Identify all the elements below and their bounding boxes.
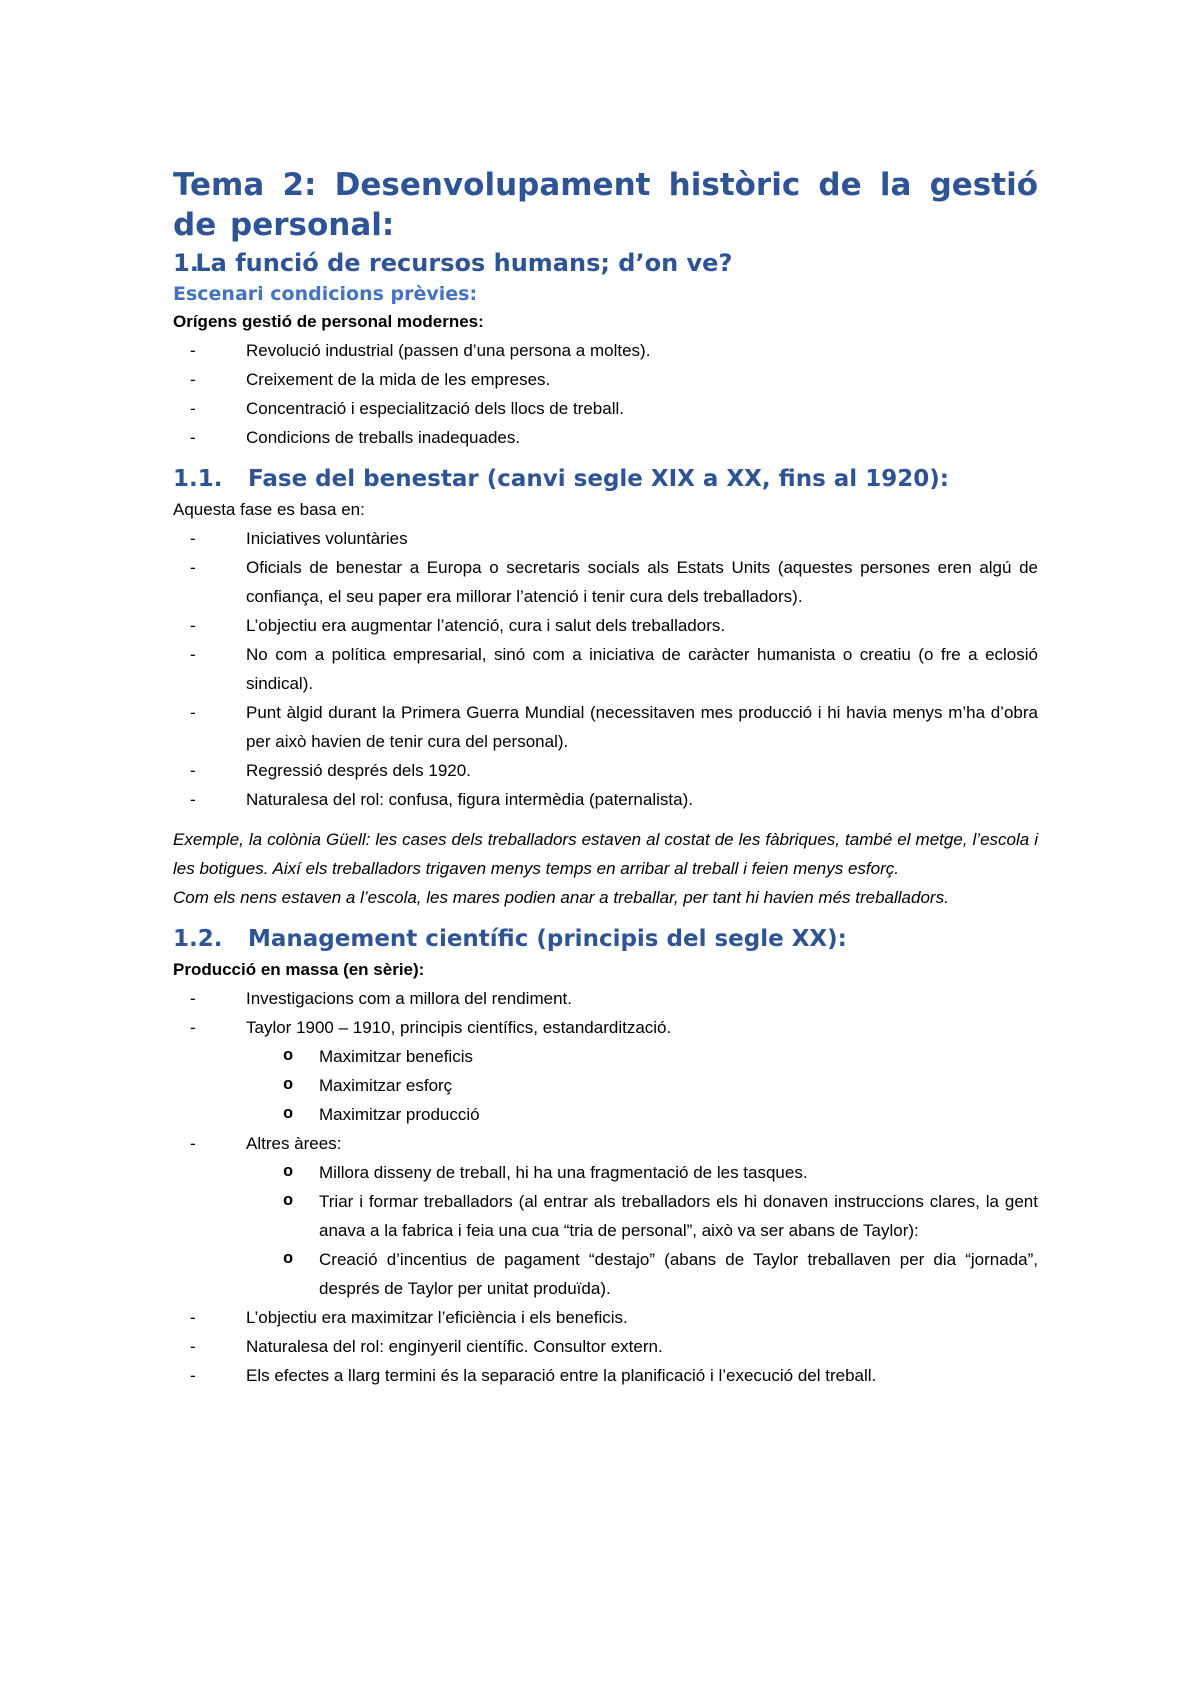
example-mothers: Com els nens estaven a l’escola, les mares podien anar a treballar, per tant hi havien més treballadors. [173,888,949,907]
origins-list [173,336,1038,452]
dash-marker: - [190,341,196,360]
list-item: - Oficials de benestar a Europa o secretaris socials als Estats Units (aquestes persones eren algú de confiança, el seu paper era millorar l’atenció i tenir cura dels treballadors). [173,553,1038,611]
dash-marker: - [190,989,196,1008]
sublist-item: o Millora disseny de treball, hi ha una fragmentació de les tasques. [246,1158,1038,1187]
sublist-item: o Maximitzar producció [246,1100,1038,1129]
heading-1-text: La funció de recursos humans; d’on ve? [195,249,733,277]
heading-1-number: 1. [173,249,199,277]
section-title: Management científic (principis del segle XX): [248,926,847,952]
sublist-item: o Creació d’incentius de pagament “destajo” (abans de Taylor treballaven per dia “jornada”, després de Taylor per unitat produïda). [246,1245,1038,1303]
dash-marker: - [190,529,196,548]
list-item: - Investigacions com a millora del rendiment. [173,984,1038,1013]
circle-bullet: o [283,1163,294,1182]
origins-label: Orígens gestió de personal modernes: [173,312,484,331]
circle-bullet: o [283,1076,294,1095]
section-1-2-heading [173,923,1038,955]
sublist-item: o Triar i formar treballadors (al entrar als treballadors els hi donaven instruccions clares, la gent anava a la fabrica i feia una cua “tria de personal”, això va ser abans de Taylor): [246,1187,1038,1245]
list-item: - Altres àrees: o Millora disseny de treball, hi ha una fragmentació de les tasques. o Triar i formar treballadors (al entrar als treballadors els hi donaven instruccions clares, la gent anava a la fabrica i feia una cua “tria de personal”, això va ser abans de Taylor): o Creació d’incentius de pagament “destajo” (abans de Taylor treballaven per dia “jornada”, després de Taylor per unitat produïda). [173,1129,1038,1303]
list-item: - Concentració i especialització dels llocs de treball. [173,394,1038,423]
dash-marker: - [190,1018,196,1037]
section-1-2-list [173,984,1038,1390]
circle-bullet: o [283,1192,294,1211]
sublist-item: o Maximitzar beneficis [246,1042,1038,1071]
list-item: - Els efectes a llarg termini és la separació entre la planificació i l’execució del treball. [173,1361,1038,1390]
list-item: - Revolució industrial (passen d’una persona a moltes). [173,336,1038,365]
dash-marker: - [190,1308,196,1327]
section-1-2-label: Producció en massa (en sèrie): [173,960,425,979]
list-item: - Regressió després dels 1920. [173,756,1038,785]
dash-marker: - [190,761,196,780]
dash-marker: - [190,1337,196,1356]
section-title: Fase del benestar (canvi segle XIX a XX, fins al 1920): [248,466,949,492]
list-item: - Taylor 1900 – 1910, principis científics, estandardització. o Maximitzar beneficis o Maximitzar esforç o Maximitzar producció [173,1013,1038,1129]
section-1-1-heading [173,463,1038,495]
dash-marker: - [190,428,196,447]
list-item: - No com a política empresarial, sinó com a iniciativa de caràcter humanista o creatiu (o fre a eclosió sindical). [173,640,1038,698]
list-item: - Punt àlgid durant la Primera Guerra Mundial (necessitaven mes producció i hi havia menys m’ha d’obra per això havien de tenir cura del personal). [173,698,1038,756]
dash-marker: - [190,790,196,809]
dash-marker: - [190,616,196,635]
dash-marker: - [190,370,196,389]
sublist-taylor [246,1042,1038,1129]
circle-bullet: o [283,1047,294,1066]
section-1-1-list [173,524,1038,814]
list-item: - L’objectiu era maximitzar l’eficiència i els beneficis. [173,1303,1038,1332]
heading-1 [173,247,1038,279]
dash-marker: - [190,703,196,722]
list-item: - L’objectiu era augmentar l’atenció, cura i salut dels treballadors. [173,611,1038,640]
example-colonia-guell: Exemple, la colònia Güell: les cases dels treballadors estaven al costat de les fàbriques, també el metge, l’escola i les botigues. Així els treballadors trigaven menys temps en arribar al treball i feien menys esforç. [173,830,1038,878]
dash-marker: - [190,645,196,664]
list-item: - Condicions de treballs inadequades. [173,423,1038,452]
list-item: - Iniciatives voluntàries [173,524,1038,553]
section-number: 1.1. [173,466,223,492]
document-page [173,165,1038,1390]
list-item: - Creixement de la mida de les empreses. [173,365,1038,394]
document-title: Tema 2: Desenvolupament històric de la gestió de personal: [173,167,1038,243]
dash-marker: - [190,399,196,418]
section-1-1-intro: Aquesta fase es basa en: [173,500,365,519]
dash-marker: - [190,1134,196,1153]
section-number: 1.2. [173,926,223,952]
list-item: - Naturalesa del rol: confusa, figura intermèdia (paternalista). [173,785,1038,814]
list-item: - Naturalesa del rol: enginyeril científic. Consultor extern. [173,1332,1038,1361]
sublist-altres-arees [246,1158,1038,1303]
circle-bullet: o [283,1105,294,1124]
subheading-escenari: Escenari condicions prèvies: [173,283,478,305]
dash-marker: - [190,1366,196,1385]
sublist-item: o Maximitzar esforç [246,1071,1038,1100]
dash-marker: - [190,558,196,577]
circle-bullet: o [283,1250,294,1269]
